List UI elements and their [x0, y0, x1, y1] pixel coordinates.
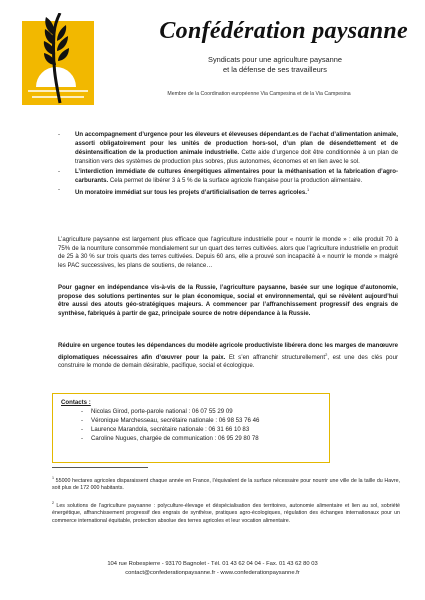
paragraph: [58, 342, 398, 371]
paragraph-text: Et s’en affranchir structurellement: [225, 353, 326, 361]
footnote-number: 2: [52, 501, 54, 505]
paragraph-text: , est une des clés pour construire le monde de demain désirable, pacifique, social et écologique.: [58, 353, 398, 370]
contact-item: [81, 416, 329, 425]
demands-section: [58, 131, 398, 199]
membership-line: Membre de la Coordination européenne Via Campesina et de la Via Campesina: [167, 91, 351, 97]
paragraph-bold-text: Réduire en urgence toutes les dépendances du modèle agricole productiviste libérera donc les marges de manœuvre diplomatiques nécessaires afin d’œuvrer pour la paix.: [58, 342, 398, 361]
contact-item: [81, 434, 329, 443]
footnote: [52, 475, 400, 493]
dash-bullet: -: [58, 167, 61, 175]
item-text: Cette aide d’urgence doit être conditionnée à un plan de transition vers des systèmes de production plus sobres, plus autonomes, économes et en lien avec le sol.: [75, 148, 398, 165]
dash-bullet: -: [81, 426, 84, 434]
item-bold-text: Un accompagnement d’urgence pour les éleveurs et éleveuses dépendant.es de l’achat d’alimentation animale, assorti obligatoirement pour les unités de production hors-sol, d’un plan de désendettement et de désintensification de la production animale industrielle.: [75, 131, 398, 156]
contact-text[interactable]: Véronique Marchesseau, secrétaire nationale : 06 98 53 76 46: [91, 417, 260, 425]
item-text: Cela permet de libérer 3 à 5 % de la surface agricole française pour la production alimentaire.: [108, 176, 363, 184]
organization-title: Confédération paysanne: [159, 18, 408, 44]
contacts-box: [52, 393, 330, 463]
logo-graphic: [22, 13, 94, 105]
contact-item: [81, 425, 329, 434]
paragraph: L’agriculture paysanne est largement plus efficace que l’agriculture industrielle pour « nourrir le monde » : elle produit 70 à 75% de la nourriture consommée mondialement sur un quart des terres cultivées. alors que l’agriculture industrielle en produit de 25 à 30 % sur trois quarts des terres cultivées. Depuis 60 ans, elle a prouvé son incapacité à « nourrir le monde » malgré les PAC successives, les plans de soutiens, de relance…: [58, 236, 398, 270]
footer-contact-links[interactable]: contact@confederationpaysanne.fr - www.confederationpaysanne.fr: [125, 569, 300, 576]
page-footer: [60, 560, 365, 577]
subtitle-line: Syndicats pour une agriculture paysanne: [208, 55, 342, 64]
contact-item: [81, 407, 329, 416]
contact-text[interactable]: Laurence Marandola, secrétaire nationale : 06 31 66 10 83: [91, 426, 250, 434]
contact-text[interactable]: Caroline Nugues, chargée de communication : 06 95 29 80 78: [91, 435, 259, 443]
list-item: [58, 168, 398, 186]
footnote: [52, 500, 400, 525]
footnote-divider: [52, 467, 148, 468]
wheat-sun-logo: [22, 13, 94, 105]
organization-subtitle: [200, 55, 350, 75]
contact-text[interactable]: Nicolas Girod, porte-parole national : 06 07 55 29 09: [91, 408, 233, 416]
dash-bullet: -: [58, 186, 61, 194]
contacts-list: [61, 407, 329, 443]
footnote-text: Les solutions de l’agriculture paysanne : polyculture-élevage et déspécialisation des territoires, autonomie alimentaire et lien au sol, sobriété énergétique, affranchissement progressif des engrais de synthèse, pratiques agro-écologiques, régulation des échanges internationaux pour un commerce international équitable, protection absolue des terres agricoles et leur vocation alimentaire.: [52, 502, 400, 524]
footnote-ref[interactable]: 2: [325, 351, 328, 357]
dash-bullet: -: [81, 408, 84, 416]
item-bold-text: L’interdiction immédiate de cultures énergétiques alimentaires pour la méthanisation et la fabrication d’agro-carburants.: [75, 167, 398, 184]
dash-bullet: -: [81, 417, 84, 425]
dash-bullet: -: [58, 131, 61, 138]
list-item: [58, 186, 398, 198]
paragraph-bold: Pour gagner en indépendance vis-à-vis de la Russie, l’agriculture paysanne, basée sur une logique d’autonomie, propose des solutions pertinentes sur le plan économique, social et environnemental, qui se révèlent aujourd’hui être aussi des atouts géo-stratégiques majeurs. A commencer par l’affranchissement progressif des engrais de synthèse, fabriqués à partir de gaz, principale source de notre dépendance à la Russie.: [58, 284, 398, 317]
item-bold-text: Un moratoire immédiat sur tous les projets d’artificialisation de terres agricoles.: [75, 189, 307, 197]
footnote-text: 55000 hectares agricoles disparaissent chaque année en France, l’équivalent de la surface nécessaire pour nourrir une ville de la taille du Havre, soit plus de 172 000 habitants.: [52, 477, 400, 492]
footnote-number: 1: [52, 476, 54, 480]
dash-bullet: -: [81, 435, 84, 443]
demands-list: [58, 131, 398, 198]
footer-address: 104 rue Robespierre - 93170 Bagnolet - Tél. 01 43 62 04 04 - Fax. 01 43 62 80 03: [107, 561, 318, 567]
subtitle-line: et la défense de ses travailleurs: [223, 65, 327, 74]
list-item: [58, 131, 398, 167]
contacts-heading: Contacts :: [61, 399, 91, 406]
footnote-ref[interactable]: 1: [306, 187, 310, 193]
